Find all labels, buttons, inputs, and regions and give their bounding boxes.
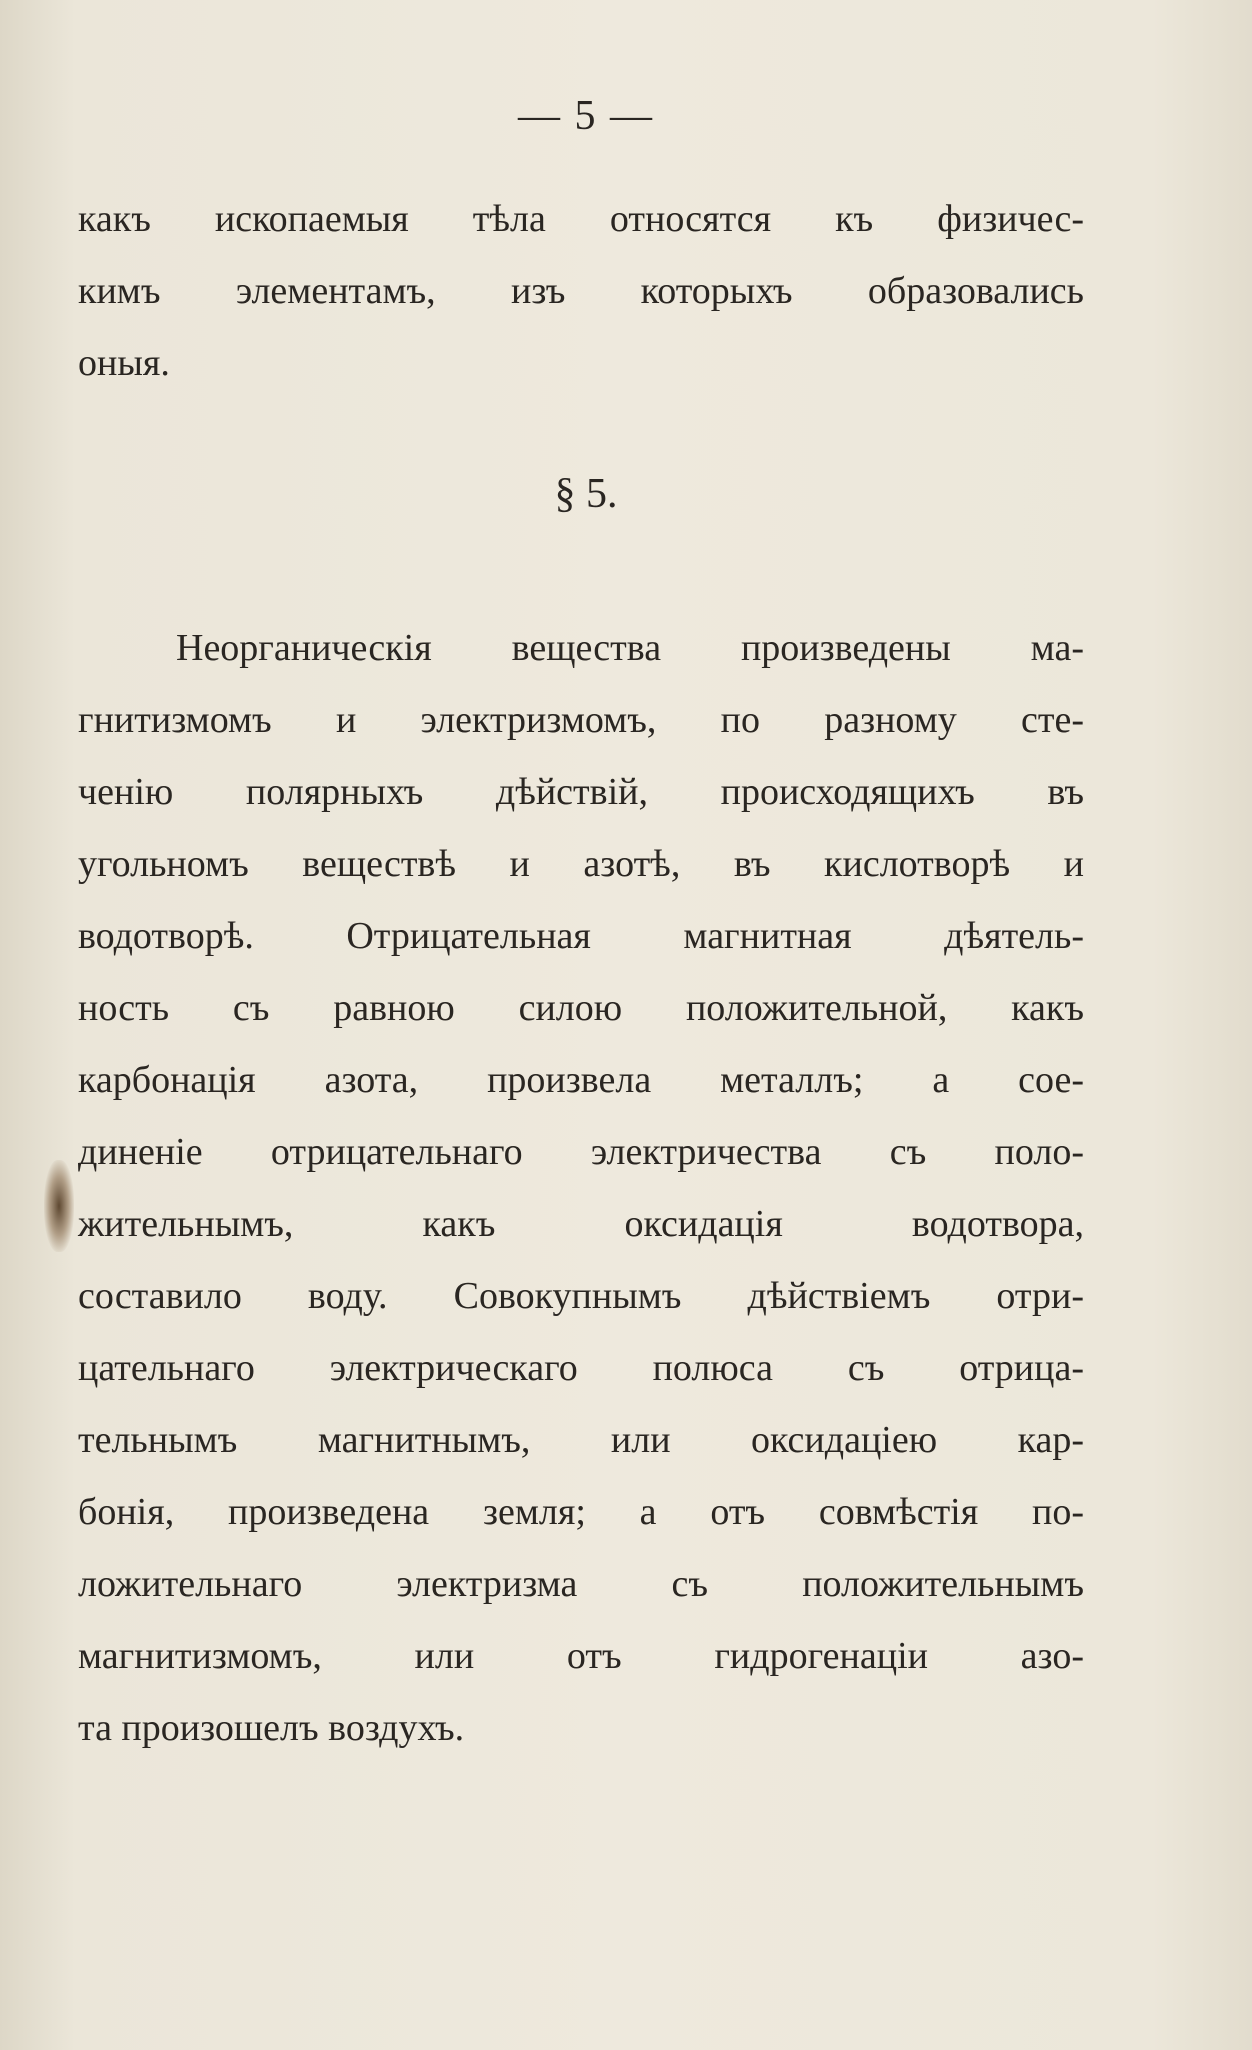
page-number: — 5 — [518, 93, 654, 139]
text-line: Неорганическія вещества произведены ма- [176, 627, 1084, 669]
text-line: цательнаго электрическаго полюса съ отрица- [78, 1347, 1084, 1389]
text-line: ченію полярныхъ дѣйствій, происходящихъ въ [78, 771, 1084, 813]
text-line: ность съ равною силою положительной, какъ [78, 987, 1084, 1029]
text-line: какъ ископаемыя тѣла относятся къ физичес- [78, 198, 1084, 240]
ink-stain [44, 1160, 74, 1252]
paragraph-continuation [78, 183, 1084, 399]
text-line: угольномъ веществѣ и азотѣ, въ кислотворѣ и [78, 843, 1084, 885]
text-line: ложительнаго электризма съ положительнымъ [78, 1563, 1084, 1605]
text-line: магнитизмомъ, или отъ гидрогенаціи азо- [78, 1635, 1084, 1677]
text-line: бонія, произведена земля; а отъ совмѣстія по- [78, 1491, 1084, 1533]
text-line: тельнымъ магнитнымъ, или оксидаціею кар- [78, 1419, 1084, 1461]
text-line: карбонація азота, произвела металлъ; а сое- [78, 1059, 1084, 1101]
text-line: составило воду. Совокупнымъ дѣйствіемъ отри- [78, 1275, 1084, 1317]
text-line: жительнымъ, какъ оксидація водотвора, [78, 1203, 1084, 1245]
text-line: диненіе отрицательнаго электричества съ поло- [78, 1131, 1084, 1173]
text-line: та произошелъ воздухъ. [78, 1707, 465, 1749]
text-line: оныя. [78, 342, 170, 384]
section-paragraph [78, 612, 1084, 1764]
text-line: водотворѣ. Отрицательная магнитная дѣятель- [78, 915, 1084, 957]
section-heading: § 5. [554, 471, 618, 517]
text-line: кимъ элементамъ, изъ которыхъ образовались [78, 270, 1084, 312]
text-line: гнитизмомъ и электризмомъ, по разному сте- [78, 699, 1084, 741]
